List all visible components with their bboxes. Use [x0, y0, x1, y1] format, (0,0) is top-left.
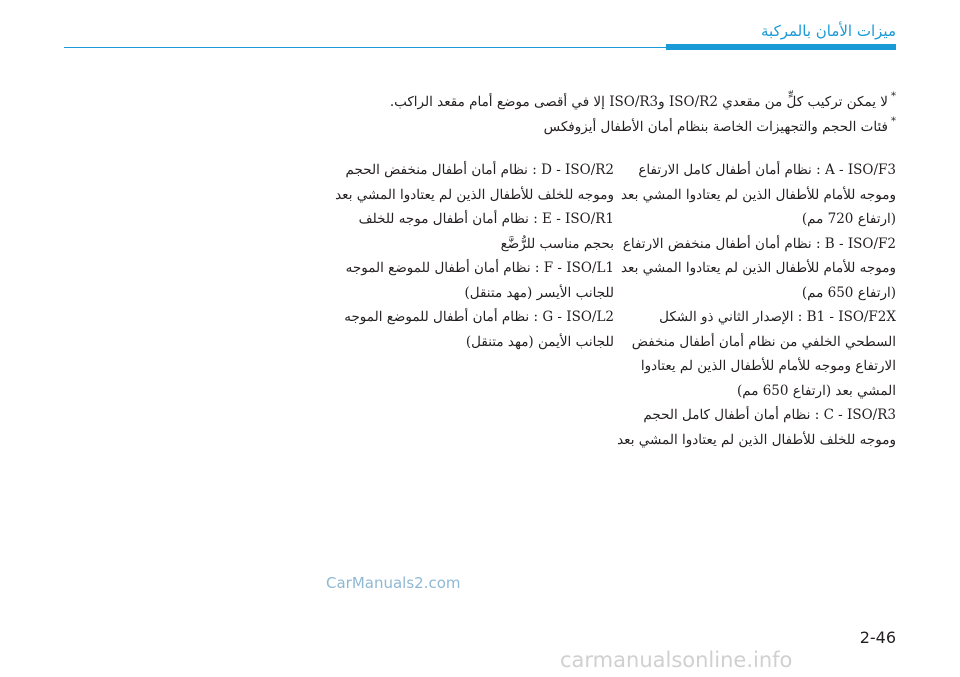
- note-item: [256, 90, 896, 115]
- note-text: فئات الحجم والتجهيزات الخاصة بنظام أمان الأطفال أيزوفكس: [543, 119, 888, 135]
- category-entry: B - ISO/F2 : نظام أمان أطفال منخفض الارتفاع وموجه للأمام للأطفال الذين لم يعتادوا المشي بعد (ارتفاع 650 مم): [620, 235, 896, 301]
- header-accent-bar: [666, 44, 896, 50]
- asterisk-icon: *: [891, 116, 896, 127]
- category-entry: F - ISO/L1 : نظام أمان أطفال للموضع الموجه للجانب الأيسر (مهد متنقل): [345, 260, 614, 301]
- note-text: لا يمكن تركيب كلٍّ من مقعدي ISO/R2 وISO/R3 إلا في أقصى موضع أمام مقعد الراكب.: [389, 94, 888, 110]
- page-number: 2-46: [859, 628, 896, 647]
- asterisk-icon: *: [891, 91, 896, 102]
- right-column: [616, 158, 896, 452]
- notes: [256, 90, 896, 140]
- left-column: [334, 158, 614, 354]
- category-entry: G - ISO/L2 : نظام أمان أطفال للموضع الموجه للجانب الأيمن (مهد متنقل): [344, 309, 614, 350]
- category-entry: E - ISO/R1 : نظام أمان أطفال موجه للخلف بحجم مناسب للرُّضَّع: [358, 211, 614, 252]
- note-item: [256, 115, 896, 140]
- site-watermark: carmanualsonline.info: [560, 648, 793, 672]
- category-entry: A - ISO/F3 : نظام أمان أطفال كامل الارتفاع وموجه للأمام للأطفال الذين لم يعتادوا المشي بعد (ارتفاع 720 مم): [620, 162, 896, 227]
- watermark-link[interactable]: CarManuals2.com: [326, 574, 461, 592]
- category-entry: B1 - ISO/F2X : الإصدار الثاني ذو الشكل السطحي الخلفي من نظام أمان أطفال منخفض الارتفاع وموجه للأمام للأطفال الذين لم يعتادوا المشي بعد (ارتفاع 650 مم): [631, 309, 896, 399]
- category-entry: D - ISO/R2 : نظام أمان أطفال منخفض الحجم وموجه للخلف للأطفال الذين لم يعتادوا المشي بعد: [335, 162, 614, 203]
- category-entry: C - ISO/R3 : نظام أمان أطفال كامل الحجم وموجه للخلف للأطفال الذين لم يعتادوا المشي بعد: [617, 407, 896, 448]
- header-title: ميزات الأمان بالمركبة: [761, 22, 896, 40]
